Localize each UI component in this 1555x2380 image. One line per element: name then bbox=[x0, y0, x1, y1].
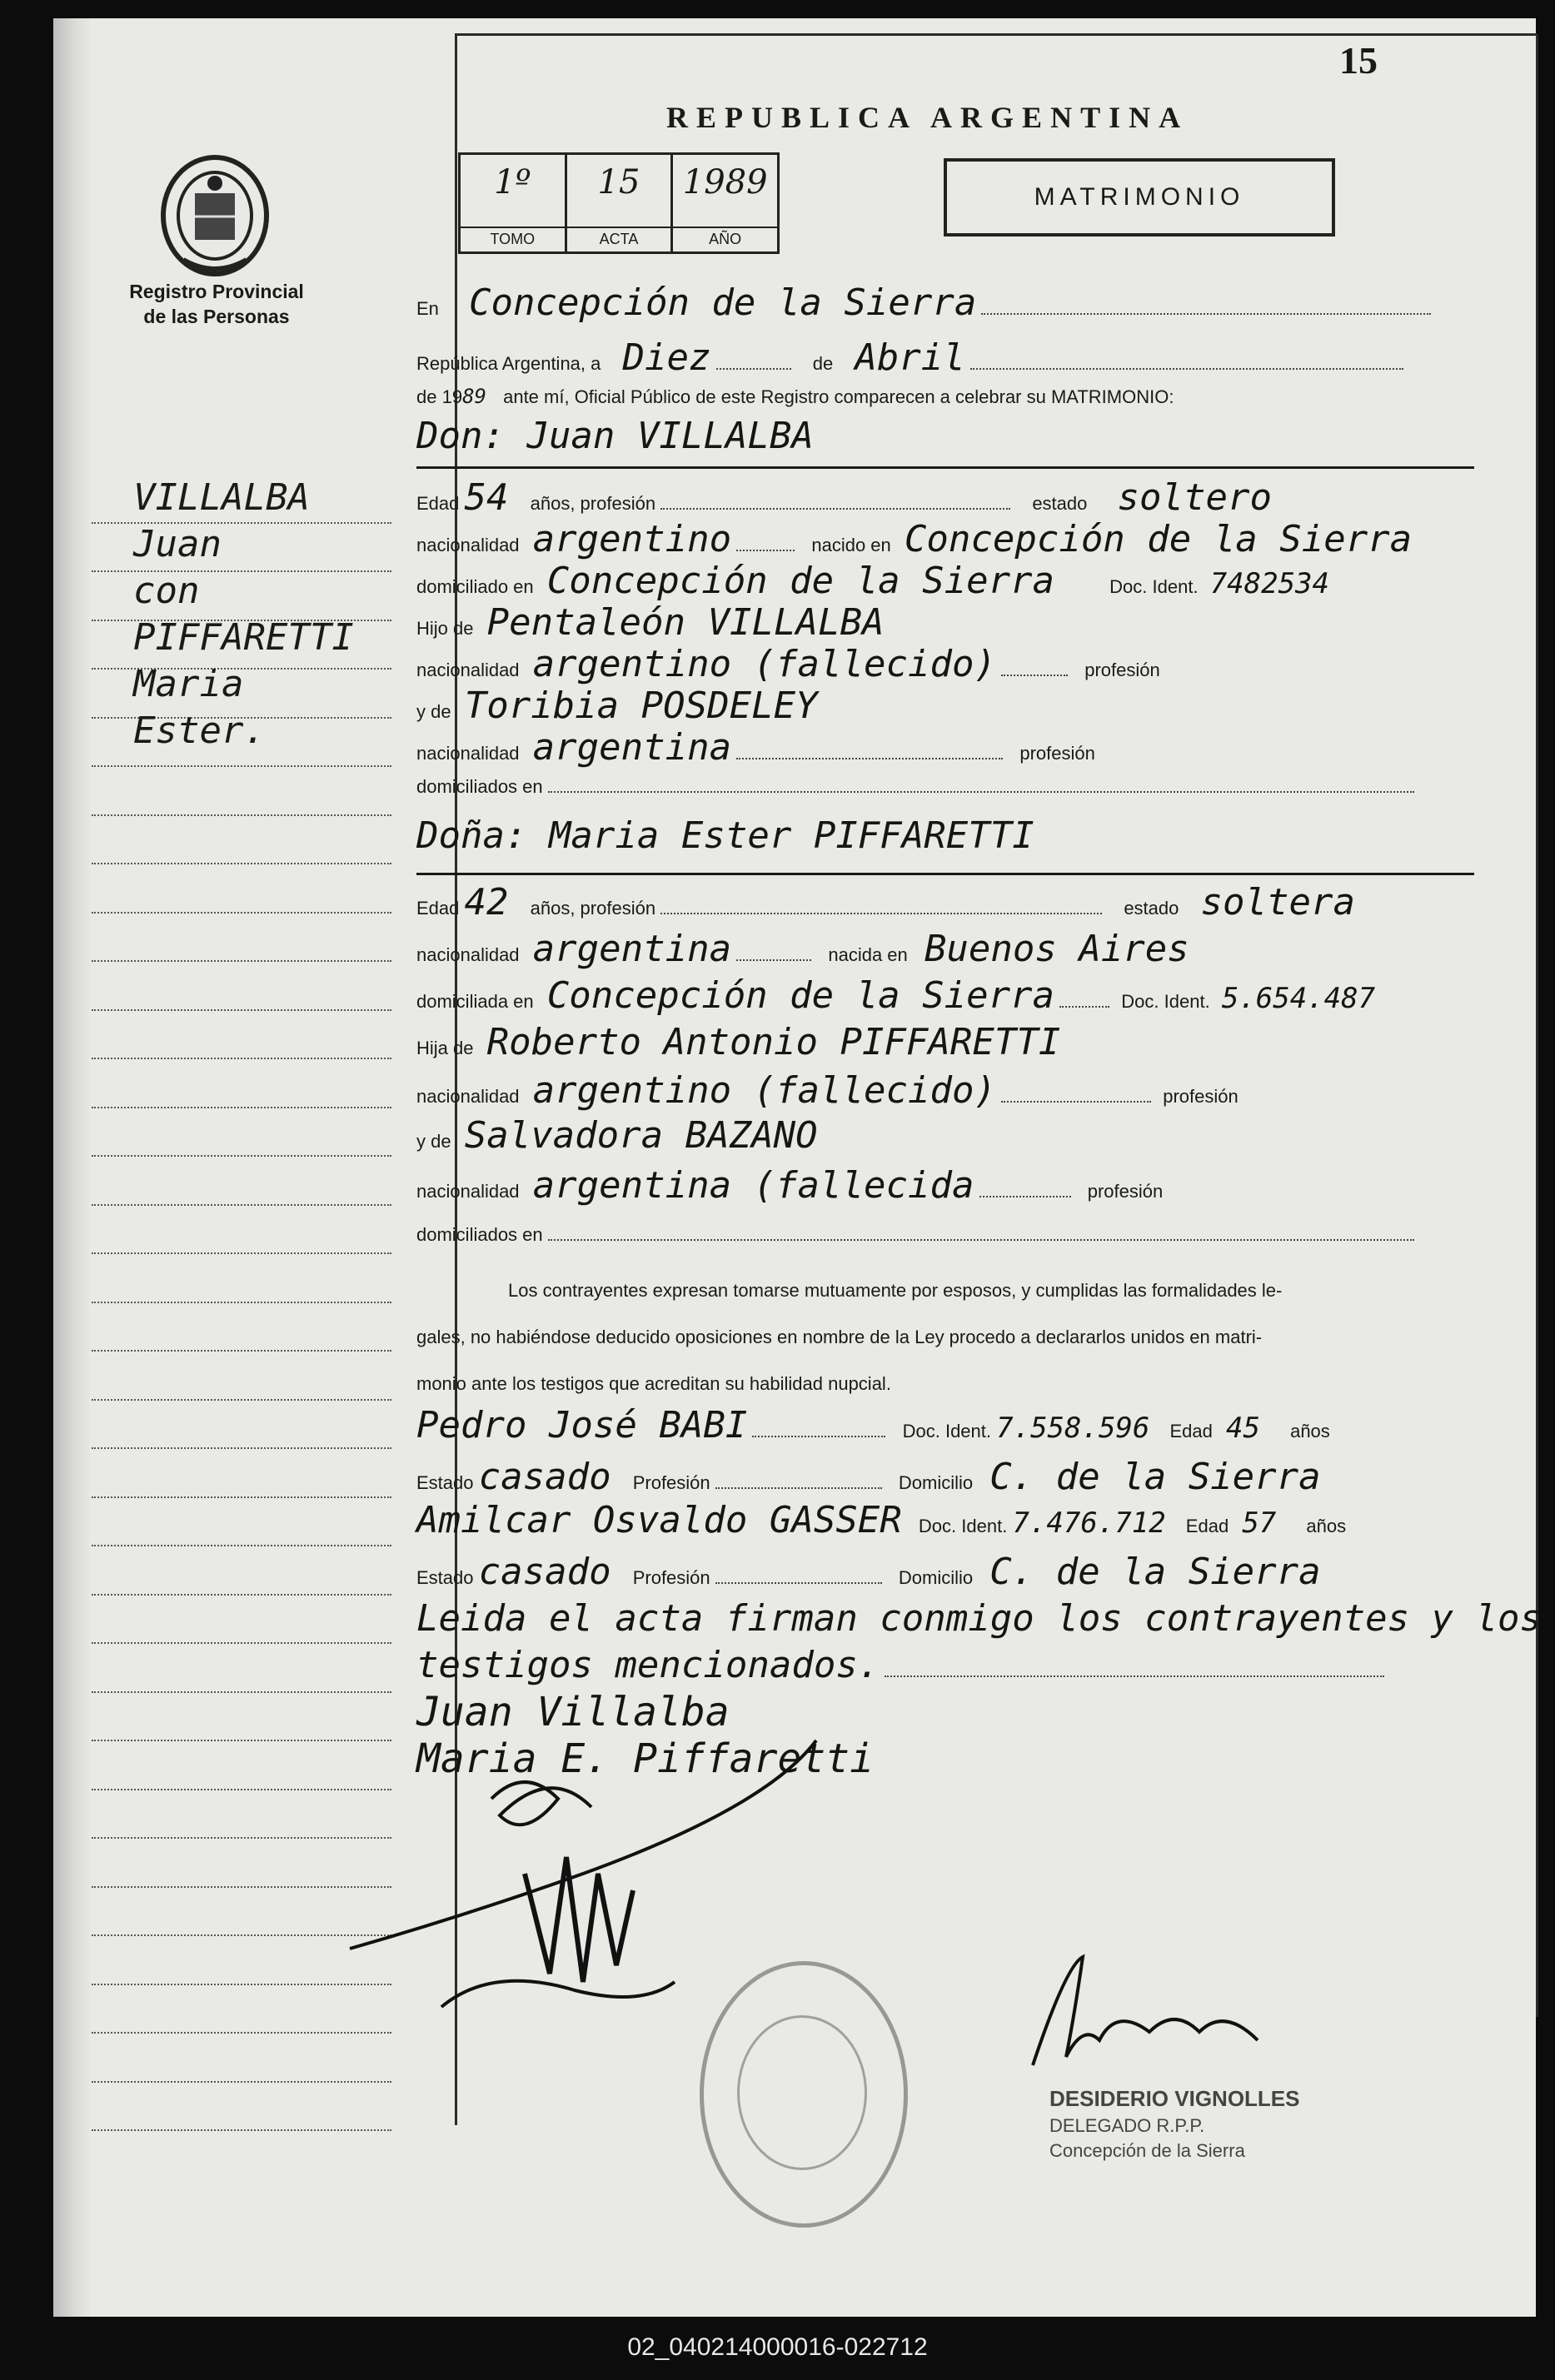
novio-nacionalidad: argentino bbox=[532, 518, 732, 560]
anos-label: años bbox=[1290, 1421, 1330, 1441]
estado-label: estado bbox=[1124, 898, 1179, 919]
novia-nombre-row bbox=[416, 814, 1481, 857]
testigo2-doc: 7.476.712 bbox=[1012, 1506, 1166, 1540]
testigo1-doc: 7.558.596 bbox=[996, 1412, 1150, 1445]
novia-edad: 42 bbox=[464, 881, 509, 924]
stamp-cargo: DELEGADO R.P.P. bbox=[1049, 2115, 1205, 2136]
margin-line: Juan bbox=[133, 523, 222, 565]
republica-label: República Argentina, a bbox=[416, 353, 601, 374]
margin-line: Maria bbox=[133, 663, 244, 705]
estado-label: Estado bbox=[416, 1567, 474, 1588]
novia-domicilio-row bbox=[416, 974, 1481, 1017]
novia-madre-row bbox=[416, 1114, 1481, 1157]
tomo-label: TOMO bbox=[461, 227, 565, 248]
witness-signature-scribbles bbox=[333, 1707, 999, 2040]
nacido-label: nacido en bbox=[811, 535, 891, 555]
profesion-label: Profesión bbox=[632, 1472, 710, 1493]
page-number: 15 bbox=[1339, 39, 1378, 82]
profesion-label: profesión bbox=[1084, 660, 1160, 680]
testigo2-estado-row bbox=[416, 1551, 1481, 1593]
doc-label: Doc. Ident. bbox=[902, 1421, 991, 1441]
novio-domiciliados-row bbox=[416, 776, 1481, 798]
novia-madre: Salvadora BAZANO bbox=[464, 1114, 818, 1157]
declaracion-paragraph bbox=[416, 1267, 1474, 1407]
estado-label: estado bbox=[1032, 493, 1088, 514]
profesion-label: profesión bbox=[1019, 743, 1095, 764]
anio-hw: 89 bbox=[462, 385, 486, 408]
nacida-label: nacida en bbox=[828, 944, 908, 965]
page-title: REPUBLICA ARGENTINA bbox=[666, 101, 1189, 134]
novio-edad-row bbox=[416, 476, 1481, 519]
acta-value: 15 bbox=[597, 163, 640, 202]
novia-madre-nac-row bbox=[416, 1164, 1481, 1207]
nacionalidad-label: nacionalidad bbox=[416, 944, 520, 965]
doc-label: Doc. Ident. bbox=[918, 1516, 1008, 1536]
novia-padre-row bbox=[416, 1021, 1481, 1063]
novio-domicilio: Concepción de la Sierra bbox=[546, 560, 1055, 602]
anio-value: 1989 bbox=[682, 163, 768, 202]
novia-edad-row bbox=[416, 881, 1481, 924]
registro-label bbox=[100, 279, 333, 329]
hijo-label: Hijo de bbox=[416, 618, 474, 639]
profesion-label: Profesión bbox=[632, 1567, 710, 1588]
nacionalidad-label: nacionalidad bbox=[416, 1181, 520, 1202]
novia-domiciliados-row bbox=[416, 1224, 1481, 1246]
intro-lugar-row bbox=[416, 281, 1481, 324]
testigo1-estado: casado bbox=[478, 1456, 611, 1498]
testigo1-edad: 45 bbox=[1226, 1412, 1260, 1445]
novia-nacionalidad-row bbox=[416, 928, 1481, 970]
testigo1-estado-row bbox=[416, 1456, 1481, 1498]
tomo-cell bbox=[461, 155, 567, 251]
novio-nacionalidad-row bbox=[416, 518, 1481, 560]
novia-padre-nac-row bbox=[416, 1069, 1481, 1112]
testigo2-row bbox=[416, 1499, 1481, 1541]
dia-value: Diez bbox=[622, 336, 711, 379]
testigo1-nombre: Pedro José BABI bbox=[416, 1404, 748, 1446]
yde-label: y de bbox=[416, 701, 451, 722]
novio-madre: Toribia POSDELEY bbox=[464, 685, 818, 727]
nacionalidad-label: nacionalidad bbox=[416, 743, 520, 764]
declaracion-line: gales, no habiéndose deducido oposiciones en nombre de la Ley procedo a declararlos unidos en matri- bbox=[416, 1327, 1263, 1347]
nacionalidad-label: nacionalidad bbox=[416, 535, 520, 555]
hija-label: Hija de bbox=[416, 1038, 474, 1058]
novio-padre-nac: argentino (fallecido) bbox=[532, 643, 996, 685]
intro-ante-row bbox=[416, 385, 1481, 408]
novia-estado: soltera bbox=[1200, 881, 1355, 924]
novio-madre-nac-row bbox=[416, 726, 1481, 769]
provincial-seal-icon bbox=[158, 153, 272, 278]
novio-doc: 7482534 bbox=[1209, 567, 1329, 600]
anio-label: AÑO bbox=[673, 227, 777, 248]
testigo2-nombre: Amilcar Osvaldo GASSER bbox=[416, 1499, 902, 1541]
novio-nacido: Concepción de la Sierra bbox=[904, 518, 1413, 560]
testigo1-domicilio: C. de la Sierra bbox=[989, 1456, 1321, 1498]
novia-padre: Roberto Antonio PIFFARETTI bbox=[486, 1021, 1061, 1063]
novia-doc: 5.654.487 bbox=[1221, 982, 1376, 1015]
margin-line: VILLALBA bbox=[133, 476, 310, 519]
profesion-label: profesión bbox=[1163, 1086, 1239, 1107]
stamp-lugar: Concepción de la Sierra bbox=[1049, 2140, 1245, 2161]
anos-label: años bbox=[1306, 1516, 1347, 1536]
novia-padre-nac: argentino (fallecido) bbox=[532, 1069, 996, 1112]
testigo2-estado: casado bbox=[478, 1551, 611, 1593]
nacionalidad-label: nacionalidad bbox=[416, 1086, 520, 1107]
novia-nacionalidad: argentina bbox=[532, 928, 732, 970]
novio-madre-row bbox=[416, 685, 1481, 727]
testigo1-row bbox=[416, 1404, 1481, 1446]
edad-label: Edad bbox=[1185, 1516, 1229, 1536]
matrimonio-box: MATRIMONIO bbox=[944, 158, 1335, 237]
anio-cell bbox=[673, 155, 777, 251]
novio-estado: soltero bbox=[1117, 476, 1272, 519]
domicilio-label: Domicilio bbox=[898, 1567, 974, 1588]
de19-label: de 19 bbox=[416, 386, 463, 407]
acta-box bbox=[458, 152, 780, 254]
registro-line1: Registro Provincial bbox=[129, 281, 304, 302]
domicilio-label: domiciliada en bbox=[416, 991, 534, 1012]
official-round-stamp bbox=[700, 1961, 908, 2228]
nacionalidad-label: nacionalidad bbox=[416, 660, 520, 680]
book-binding bbox=[53, 18, 90, 2317]
declaracion-line: Los contrayentes expresan tomarse mutuamente por esposos, y cumplidas las formalidades le- bbox=[508, 1280, 1283, 1301]
novia-domicilio: Concepción de la Sierra bbox=[546, 974, 1055, 1017]
testigo2-domicilio: C. de la Sierra bbox=[989, 1551, 1321, 1593]
novio-madre-nac: argentina bbox=[532, 726, 732, 769]
yde-label: y de bbox=[416, 1131, 451, 1152]
novia-nombre: Doña: Maria Ester PIFFARETTI bbox=[416, 814, 1034, 857]
margin-annotation bbox=[133, 475, 354, 754]
acta-cell bbox=[567, 155, 674, 251]
tomo-value: 1º bbox=[494, 163, 531, 202]
edad-label: Edad bbox=[1169, 1421, 1213, 1441]
en-label: En bbox=[416, 298, 439, 319]
right-rule bbox=[1536, 35, 1538, 2017]
declaracion-line: monio ante los testigos que acreditan su habilidad nupcial. bbox=[416, 1373, 891, 1394]
margin-line: con bbox=[133, 570, 200, 612]
cierre-line1: Leida el acta firman conmigo los contrayentes y los bbox=[416, 1597, 1543, 1640]
lugar-value: Concepción de la Sierra bbox=[469, 281, 977, 324]
de-label: de bbox=[812, 353, 834, 374]
firma-maria: Maria E. Piffaretti bbox=[416, 1735, 875, 1782]
novio-nombre-row bbox=[416, 415, 1481, 457]
novio-domicilio-row bbox=[416, 560, 1481, 602]
novio-padre-row bbox=[416, 601, 1481, 644]
domiciliados-label: domiciliados en bbox=[416, 1224, 543, 1245]
ante-mi-text: ante mí, Oficial Público de este Registro comparecen a celebrar su MATRIMONIO: bbox=[503, 386, 1174, 407]
stamp-nombre: DESIDERIO VIGNOLLES bbox=[1049, 2086, 1300, 2111]
acta-label: ACTA bbox=[567, 227, 671, 248]
profesion-label: profesión bbox=[1087, 1181, 1164, 1202]
testigo2-edad: 57 bbox=[1242, 1506, 1277, 1540]
mes-value: Abril bbox=[855, 336, 965, 379]
novio-padre: Pentaleón VILLALBA bbox=[486, 601, 885, 644]
intro-fecha-row bbox=[416, 336, 1481, 379]
novio-edad: 54 bbox=[464, 476, 509, 519]
registro-line2: de las Personas bbox=[143, 306, 290, 327]
official-signature bbox=[1024, 1949, 1308, 2099]
edad-label: Edad bbox=[416, 898, 460, 919]
anos-profesion-label: años, profesión bbox=[530, 898, 656, 919]
novio-nombre: Don: Juan VILLALBA bbox=[416, 415, 814, 457]
firma-juan: Juan Villalba bbox=[416, 1689, 730, 1735]
cierre-line2: testigos mencionados. bbox=[416, 1644, 1481, 1686]
edad-label: Edad bbox=[416, 493, 460, 514]
domicilio-label: Domicilio bbox=[898, 1472, 974, 1493]
doc-label: Doc. Ident. bbox=[1121, 991, 1210, 1012]
doc-label: Doc. Ident. bbox=[1109, 576, 1199, 597]
top-rule bbox=[455, 33, 1538, 36]
domiciliados-label: domiciliados en bbox=[416, 776, 543, 797]
novia-nacida: Buenos Aires bbox=[924, 928, 1189, 970]
margin-line: PIFFARETTI bbox=[133, 616, 354, 659]
novio-padre-nac-row bbox=[416, 643, 1481, 685]
novia-madre-nac: argentina (fallecida bbox=[532, 1164, 974, 1207]
anos-profesion-label: años, profesión bbox=[530, 493, 656, 514]
margin-line: Ester. bbox=[133, 710, 266, 752]
footer-id: 02_040214000016-022712 bbox=[627, 2333, 928, 2361]
estado-label: Estado bbox=[416, 1472, 474, 1493]
domicilio-label: domiciliado en bbox=[416, 576, 534, 597]
